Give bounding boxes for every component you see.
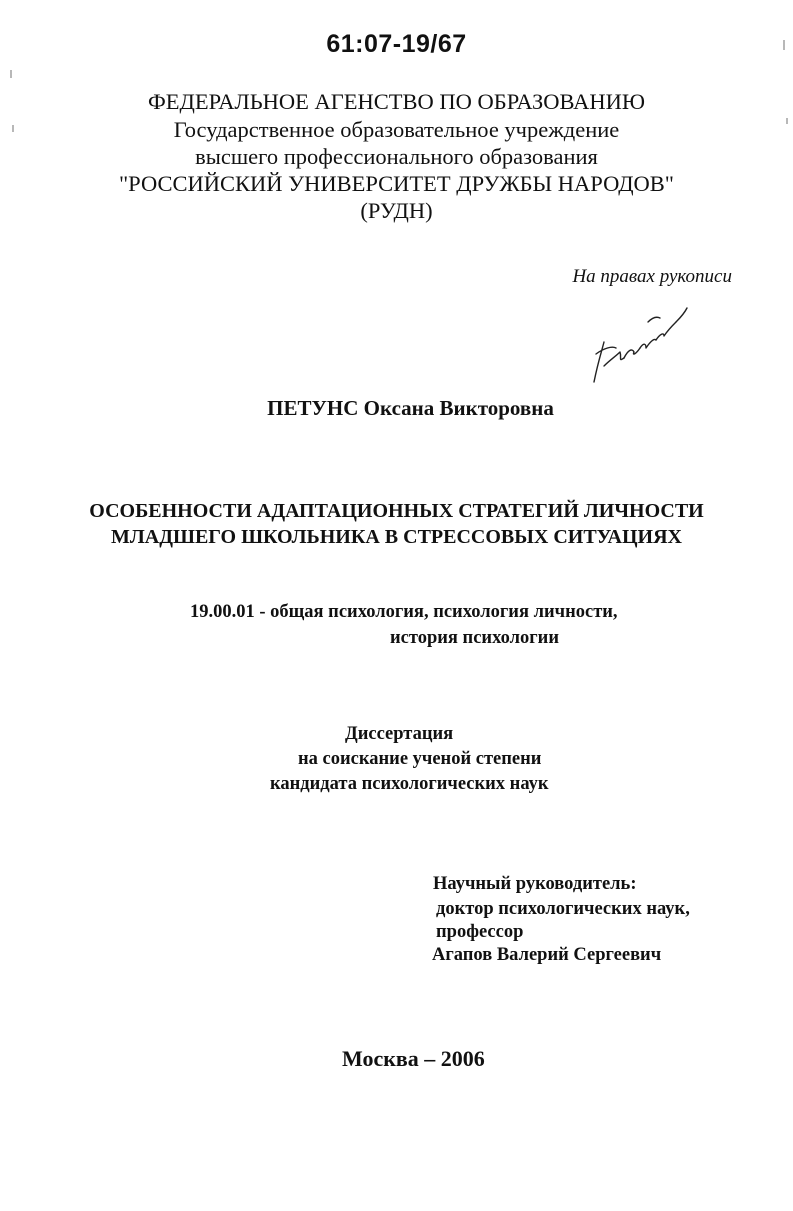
catalog-code: 61:07-19/67: [326, 30, 467, 58]
manuscript-rights-note: На правах рукописи: [572, 266, 732, 287]
supervisor-label: Научный руководитель:: [433, 874, 637, 894]
author-given-name: Оксана Викторовна: [363, 396, 554, 420]
institution-name: "РОССИЙСКИЙ УНИВЕРСИТЕТ ДРУЖБЫ НАРОДОВ": [119, 171, 674, 196]
place-and-year: Москва – 2006: [342, 1046, 485, 1071]
author-surname: ПЕТУНС: [267, 396, 359, 420]
institution-type: Государственное образовательное учреждение: [173, 117, 620, 142]
author-signature: [590, 302, 690, 392]
document-type: Диссертация: [345, 724, 454, 744]
degree-purpose: на соискание ученой степени: [298, 749, 542, 769]
scan-artifact: [10, 70, 12, 78]
institution-level: высшего профессионального образования: [195, 144, 598, 169]
dissertation-title-line-2: МЛАДШЕГО ШКОЛЬНИКА В СТРЕССОВЫХ СИТУАЦИЯХ: [111, 526, 682, 548]
supervisor-name: Агапов Валерий Сергеевич: [432, 945, 662, 965]
author-name: [0, 396, 793, 421]
specialty-continuation: история психологии: [390, 628, 559, 648]
supervisor-degree: доктор психологических наук,: [436, 899, 690, 919]
degree-name: кандидата психологических наук: [270, 774, 549, 794]
supervisor-rank: профессор: [436, 922, 524, 942]
dissertation-title-line-1: ОСОБЕННОСТИ АДАПТАЦИОННЫХ СТРАТЕГИЙ ЛИЧНОСТИ: [89, 500, 704, 522]
institution-abbr: (РУДН): [360, 198, 433, 223]
institution-agency: ФЕДЕРАЛЬНОЕ АГЕНСТВО ПО ОБРАЗОВАНИЮ: [147, 89, 646, 114]
specialty-code: 19.00.01 - общая психология, психология личности,: [190, 602, 618, 622]
